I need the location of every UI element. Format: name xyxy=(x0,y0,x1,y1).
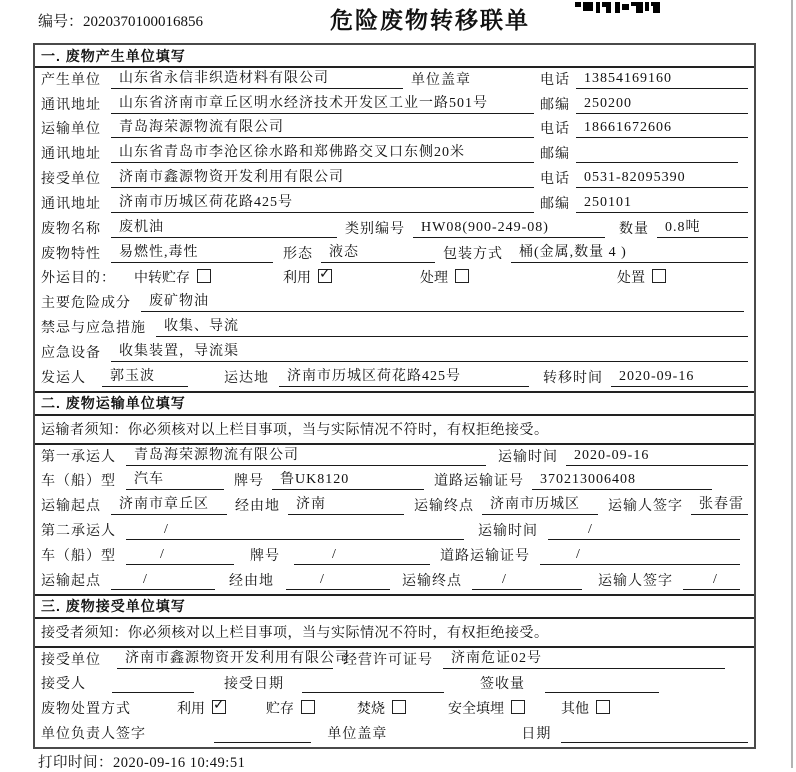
print-time-value: 2020-09-16 10:49:51 xyxy=(113,755,246,771)
terminus1-field: 济南市历城区 xyxy=(482,493,598,515)
route1-row xyxy=(35,494,754,519)
carrier-sign1-field: 张春雷 xyxy=(691,493,748,515)
origin-label: 运输起点 xyxy=(41,499,101,515)
carrier-sign2-field: / xyxy=(683,572,740,590)
dispatch-row xyxy=(35,366,754,391)
signoff-row xyxy=(35,722,754,747)
waste-pack-label: 包装方式 xyxy=(443,246,503,262)
producer-label: 产生单位 xyxy=(41,72,101,88)
accept-row xyxy=(35,673,754,698)
origin1-field: 济南市章丘区 xyxy=(111,493,227,515)
waste-name-field: 废机油 xyxy=(111,216,337,238)
transporter-row xyxy=(35,118,754,143)
disposal-option xyxy=(561,698,610,718)
vehicle-type-label: 车（船）型 xyxy=(41,474,116,490)
waste-name-label: 废物名称 xyxy=(41,221,101,237)
transfer-time-label: 转移时间 xyxy=(543,370,603,386)
hazard-label: 主要危险成分 xyxy=(41,296,131,312)
transporter-address-field: 山东省青岛市李沧区徐水路和郑佛路交叉口东侧20米 xyxy=(111,141,534,163)
date-label: 日期 xyxy=(521,727,552,743)
producer-zip-field: 250200 xyxy=(576,96,748,114)
disposal-option xyxy=(448,698,525,718)
section2-header: 二. 废物运输单位填写 xyxy=(35,391,754,416)
zip-label: 邮编 xyxy=(540,147,570,163)
page-right-edge xyxy=(791,0,793,768)
section1-header: 一. 废物产生单位填写 xyxy=(35,45,754,68)
manifest-form xyxy=(33,43,756,749)
waste-props-field: 易燃性,毒性 xyxy=(111,241,273,263)
zip-label: 邮编 xyxy=(540,196,570,212)
phone-label: 电话 xyxy=(540,72,570,88)
dispatcher-field: 郭玉波 xyxy=(102,365,188,387)
vehicle-type1-field: 汽车 xyxy=(126,468,224,490)
origin2-field: / xyxy=(111,572,215,590)
emergency-measures-label: 禁忌与应急措施 xyxy=(41,321,146,337)
print-time-label: 打印时间： xyxy=(38,755,113,771)
purpose-option xyxy=(420,267,469,287)
hazard-row xyxy=(35,291,754,316)
phone-label: 电话 xyxy=(540,172,570,188)
waste-name-row xyxy=(35,217,754,242)
via1-field: 济南 xyxy=(288,493,404,515)
address-label: 通讯地址 xyxy=(41,147,101,163)
receive-unit-field: 济南市鑫源物资开发利用有限公司 xyxy=(117,647,333,669)
unit-stamp-label: 单位盖章 xyxy=(327,727,388,743)
carrier-sign-label: 运输人签字 xyxy=(608,499,683,515)
receiver-name-field: 济南市鑫源物资开发利用有限公司 xyxy=(111,166,534,188)
checkbox-treat xyxy=(455,269,469,283)
purpose-option-label: 中转贮存 xyxy=(134,271,190,287)
road-permit-label: 道路运输证号 xyxy=(434,474,524,490)
disposal-option-label: 焚烧 xyxy=(357,702,385,718)
manager-sign-field xyxy=(214,726,311,743)
transfer-date-field: 2020-09-16 xyxy=(611,369,748,387)
receiver-address-row xyxy=(35,192,754,217)
transporter-name-field: 青岛海荣源物流有限公司 xyxy=(111,116,534,138)
disposal-option-label: 其他 xyxy=(561,702,589,718)
disposal-option-label: 利用 xyxy=(177,702,205,718)
plate-label: 牌号 xyxy=(234,474,264,490)
emergency-measures-row xyxy=(35,316,754,341)
transport-time-label: 运输时间 xyxy=(498,449,558,465)
permit1-field: 370213006408 xyxy=(532,472,712,490)
via2-field: / xyxy=(286,572,390,590)
transporter-zip-field xyxy=(576,146,738,163)
emergency-equipment-row xyxy=(35,341,754,366)
disposal-option xyxy=(266,698,315,718)
disposal-option xyxy=(177,698,226,718)
receive-unit-label: 接受单位 xyxy=(41,652,101,668)
producer-name-field: 山东省永信非织造材料有限公司 xyxy=(111,67,403,89)
serial-label: 编号： xyxy=(38,14,84,30)
carrier1-field: 青岛海荣源物流有限公司 xyxy=(126,444,486,466)
checkbox-other xyxy=(596,700,610,714)
purpose-option xyxy=(617,267,666,287)
producer-phone-field: 13854169160 xyxy=(576,71,748,89)
purpose-option-label: 利用 xyxy=(283,271,311,287)
purpose-option-label: 处理 xyxy=(420,271,448,287)
carrier2-label: 第二承运人 xyxy=(41,524,116,540)
receiver-person-field xyxy=(112,676,194,693)
transport-date1-field: 2020-09-16 xyxy=(566,448,748,466)
checkbox-store xyxy=(301,700,315,714)
carrier-sign-label: 运输人签字 xyxy=(598,573,673,589)
purpose-label: 外运目的： xyxy=(41,271,116,287)
license-field: 济南危证02号 xyxy=(443,647,725,669)
emergency-measures-field: 收集、导流 xyxy=(156,315,748,337)
checkbox-transfer-storage xyxy=(197,269,211,283)
vehicle-type-label: 车（船）型 xyxy=(41,548,116,564)
transporter-phone-field: 18661672606 xyxy=(576,120,748,138)
dispatcher-label: 发运人 xyxy=(41,370,86,386)
terminus-label: 运输终点 xyxy=(414,499,474,515)
purpose-option-label: 处置 xyxy=(617,271,645,287)
unit-stamp-label: 单位盖章 xyxy=(411,72,471,88)
emergency-equipment-field: 收集装置，导流渠 xyxy=(111,340,748,362)
qr-code-fragment xyxy=(575,0,660,18)
route2-row xyxy=(35,569,754,594)
disposal-row xyxy=(35,697,754,722)
receiver-address-field: 济南市历城区荷花路425号 xyxy=(111,191,534,213)
transporter-address-row xyxy=(35,142,754,167)
terminus2-field: / xyxy=(472,572,582,590)
section3-header: 三. 废物接受单位填写 xyxy=(35,594,754,619)
waste-form-label: 形态 xyxy=(283,246,313,262)
via-label: 经由地 xyxy=(229,573,274,589)
receiver-phone-field: 0531-82095390 xyxy=(576,170,748,188)
producer-address-field: 山东省济南市章丘区明水经济技术开发区工业一路501号 xyxy=(111,92,534,114)
carrier2-row xyxy=(35,519,754,544)
page-title: 危险废物转移联单 xyxy=(330,7,530,33)
checkbox-dispose xyxy=(652,269,666,283)
vehicle2-row xyxy=(35,544,754,569)
sign-date-field xyxy=(561,726,748,743)
waste-qty-field: 0.8吨 xyxy=(657,216,748,238)
purpose-option xyxy=(134,267,211,287)
purpose-option xyxy=(283,267,332,287)
plate-label: 牌号 xyxy=(250,548,280,564)
waste-pack-field: 桶(金属,数量 4 ) xyxy=(511,241,748,263)
transporter-label: 运输单位 xyxy=(41,122,101,138)
producer-address-row xyxy=(35,93,754,118)
waste-props-label: 废物特性 xyxy=(41,246,101,262)
section3-notice: 接受者须知：你必须核对以上栏目事项，当与实际情况不符时，有权拒绝接受。 xyxy=(35,619,754,648)
checkbox-landfill xyxy=(511,700,525,714)
waste-props-row xyxy=(35,242,754,267)
license-label: 经营许可证号 xyxy=(343,652,433,668)
serial-value: 2020370100016856 xyxy=(83,14,204,30)
checkbox-utilize xyxy=(212,700,226,714)
waste-code-field: HW08(900-249-08) xyxy=(413,220,605,238)
received-qty-field xyxy=(545,676,659,693)
checkbox-utilize xyxy=(318,269,332,283)
receiver-label: 接受单位 xyxy=(41,172,101,188)
permit2-field: / xyxy=(540,547,740,565)
transport-date2-field: / xyxy=(548,522,740,540)
producer-row xyxy=(35,68,754,93)
purpose-row xyxy=(35,267,754,292)
vehicle1-row xyxy=(35,470,754,495)
waste-qty-label: 数量 xyxy=(619,221,649,237)
carrier2-field: / xyxy=(126,522,464,540)
receive-unit-row xyxy=(35,648,754,673)
vehicle-type2-field: / xyxy=(126,547,234,565)
address-label: 通讯地址 xyxy=(41,97,101,113)
waste-code-label: 类别编号 xyxy=(345,221,405,237)
receive-date-label: 接受日期 xyxy=(224,677,284,693)
phone-label: 电话 xyxy=(540,122,570,138)
hazard-component-field: 废矿物油 xyxy=(141,290,744,312)
section2-notice: 运输者须知：你必须核对以上栏目事项，当与实际情况不符时，有权拒绝接受。 xyxy=(35,416,754,445)
carrier1-label: 第一承运人 xyxy=(41,449,116,465)
destination-label: 运达地 xyxy=(224,370,269,386)
receiver-person-label: 接受人 xyxy=(41,677,86,693)
zip-label: 邮编 xyxy=(540,97,570,113)
carrier1-row xyxy=(35,445,754,470)
waste-form-field: 液态 xyxy=(321,241,435,263)
emergency-equipment-label: 应急设备 xyxy=(41,345,101,361)
address-label: 通讯地址 xyxy=(41,196,101,212)
plate1-field: 鲁UK8120 xyxy=(272,468,424,490)
origin-label: 运输起点 xyxy=(41,573,101,589)
disposal-option xyxy=(357,698,406,718)
checkbox-incinerate xyxy=(392,700,406,714)
receiver-row xyxy=(35,167,754,192)
serial-number xyxy=(38,10,203,31)
disposal-option-label: 贮存 xyxy=(266,702,294,718)
plate2-field: / xyxy=(294,547,430,565)
via-label: 经由地 xyxy=(235,499,280,515)
disposal-label: 废物处置方式 xyxy=(41,702,131,718)
terminus-label: 运输终点 xyxy=(402,573,462,589)
manager-sign-label: 单位负责人签字 xyxy=(41,727,146,743)
received-qty-label: 签收量 xyxy=(480,677,525,693)
print-time xyxy=(38,751,245,772)
transport-time-label: 运输时间 xyxy=(478,524,538,540)
road-permit-label: 道路运输证号 xyxy=(440,548,530,564)
receive-date-field xyxy=(302,676,444,693)
destination-field: 济南市历城区荷花路425号 xyxy=(279,365,529,387)
disposal-option-label: 安全填埋 xyxy=(448,702,504,718)
receiver-zip-field: 250101 xyxy=(576,195,748,213)
